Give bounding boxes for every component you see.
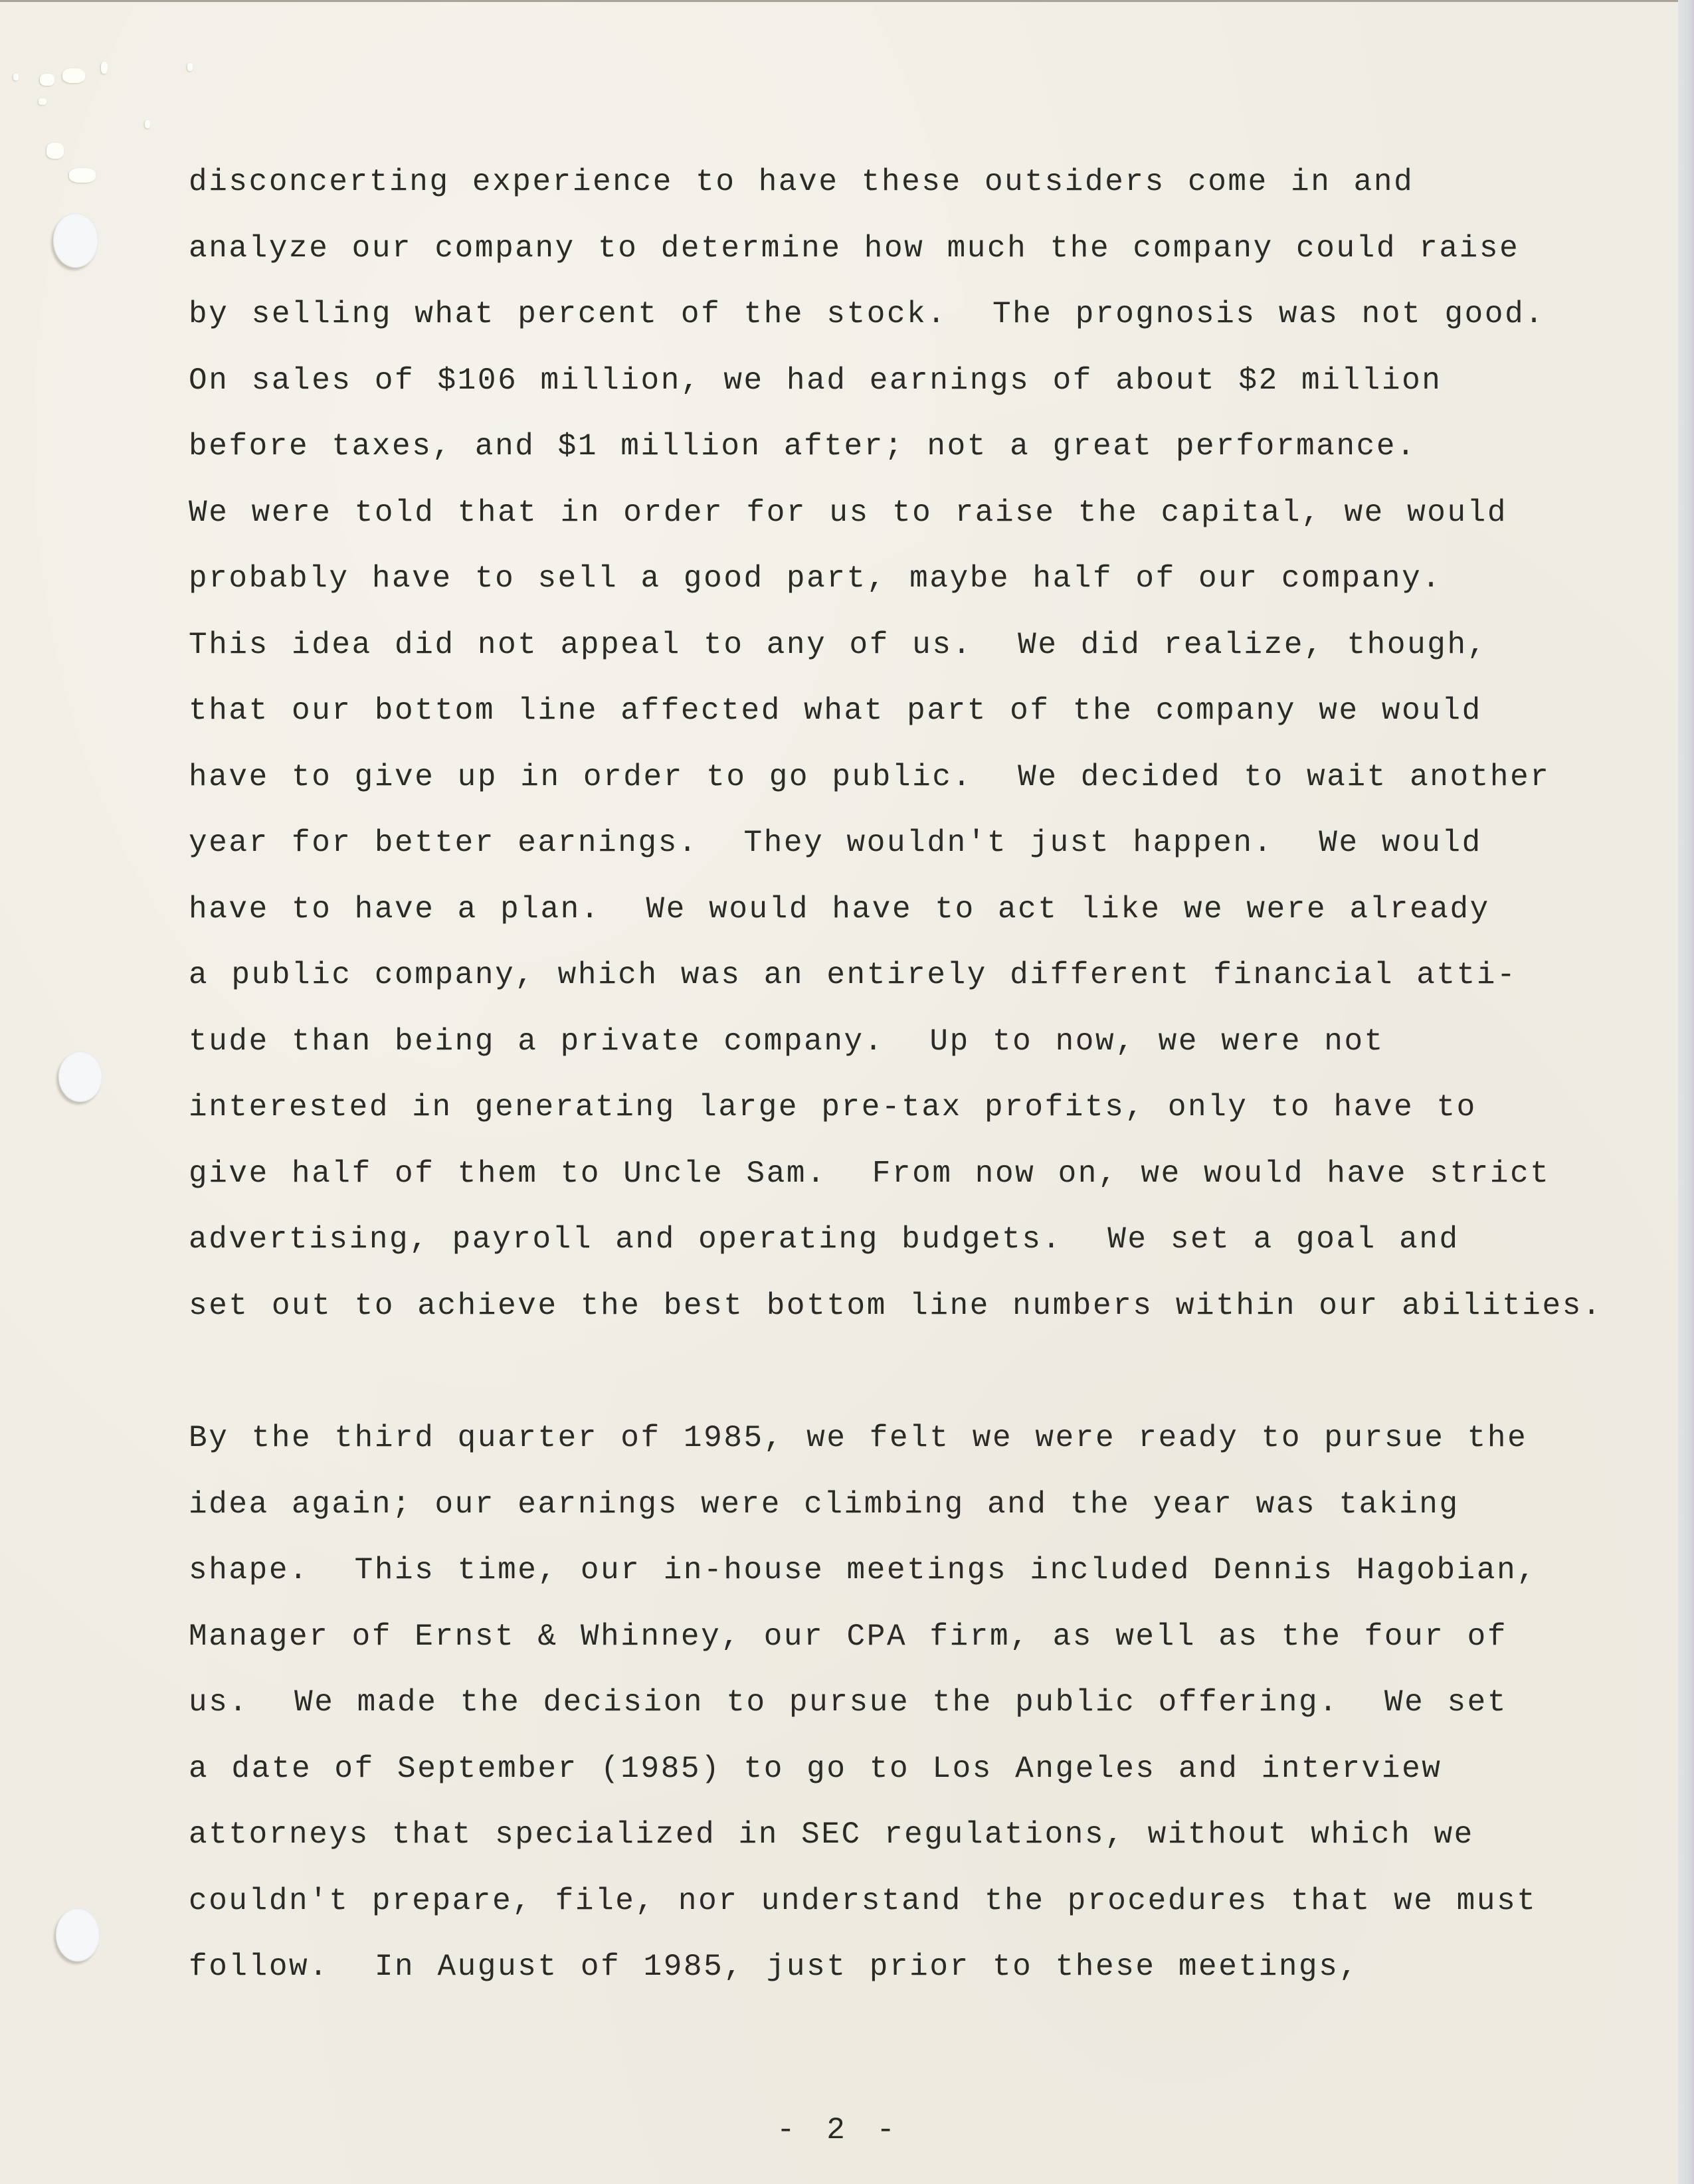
text-line: a date of September (1985) to go to Los Angeles and interview xyxy=(189,1751,1442,1786)
text-line: by selling what percent of the stock. The prognosis was not good. xyxy=(189,297,1545,331)
scan-edge xyxy=(1678,0,1694,2184)
text-line: idea again; our earnings were climbing and the year was taking xyxy=(189,1487,1459,1522)
document-body xyxy=(189,159,1604,2010)
text-line: shape. This time, our in-house meetings included Dennis Hagobian, xyxy=(189,1553,1537,1588)
page-number: - 2 - xyxy=(776,2113,902,2147)
text-line: before taxes, and $1 million after; not a great performance. xyxy=(189,429,1417,464)
paper-tear-mark xyxy=(101,62,108,74)
text-line: give half of them to Uncle Sam. From now on, we would have strict xyxy=(189,1156,1551,1191)
paper-tear-mark xyxy=(62,68,85,83)
text-line: On sales of $106 million, we had earnings of about $2 million xyxy=(189,363,1442,398)
text-line: probably have to sell a good part, maybe half of our company. xyxy=(189,561,1442,596)
text-line: have to have a plan. We would have to act like we were already xyxy=(189,891,1490,927)
text-line: us. We made the decision to pursue the public offering. We set xyxy=(189,1685,1508,1720)
text-line: tude than being a private company. Up to now, we were not xyxy=(189,1024,1384,1059)
punch-hole-top xyxy=(53,213,98,268)
text-line: year for better earnings. They wouldn't just happen. We would xyxy=(189,826,1482,860)
text-line: that our bottom line affected what part of the company we would xyxy=(189,693,1482,728)
text-line: have to give up in order to go public. We decided to wait another xyxy=(189,759,1551,794)
text-line: a public company, which was an entirely different financial atti- xyxy=(189,958,1517,992)
paper-tear-mark xyxy=(13,74,19,80)
text-line: analyze our company to determine how much the company could raise xyxy=(189,230,1520,266)
punch-hole-middle xyxy=(58,1051,102,1102)
paper-tear-mark xyxy=(39,98,47,105)
text-line: disconcerting experience to have these outsiders come in and xyxy=(189,165,1414,199)
paper-tear-mark xyxy=(145,120,150,128)
paper-tear-mark xyxy=(47,143,64,159)
text-line: By the third quarter of 1985, we felt we were ready to pursue the xyxy=(189,1421,1528,1455)
text-line: couldn't prepare, file, nor understand the procedures that we must xyxy=(189,1883,1537,1918)
text-line: interested in generating large pre-tax profits, only to have to xyxy=(189,1090,1477,1125)
paragraph-spacer xyxy=(189,1348,1604,1415)
text-line: attorneys that specialized in SEC regulations, without which we xyxy=(189,1817,1474,1852)
text-line: Manager of Ernst & Whinney, our CPA firm, as well as the four of xyxy=(189,1619,1508,1654)
text-line: set out to achieve the best bottom line numbers within our abilities. xyxy=(189,1288,1603,1323)
paper-tear-mark xyxy=(69,168,96,183)
text-line: We were told that in order for us to raise the capital, we would xyxy=(189,495,1508,530)
text-line: advertising, payroll and operating budgets. We set a goal and xyxy=(189,1222,1459,1257)
paper-tear-mark xyxy=(187,63,193,71)
text-line: This idea did not appeal to any of us. We did realize, though, xyxy=(189,627,1487,662)
paragraph-1 xyxy=(189,159,1604,1348)
paper-tear-mark xyxy=(40,74,54,86)
punch-hole-bottom xyxy=(56,1908,100,1961)
paragraph-2 xyxy=(189,1415,1604,2010)
text-line: follow. In August of 1985, just prior to these meetings, xyxy=(189,1950,1359,1984)
